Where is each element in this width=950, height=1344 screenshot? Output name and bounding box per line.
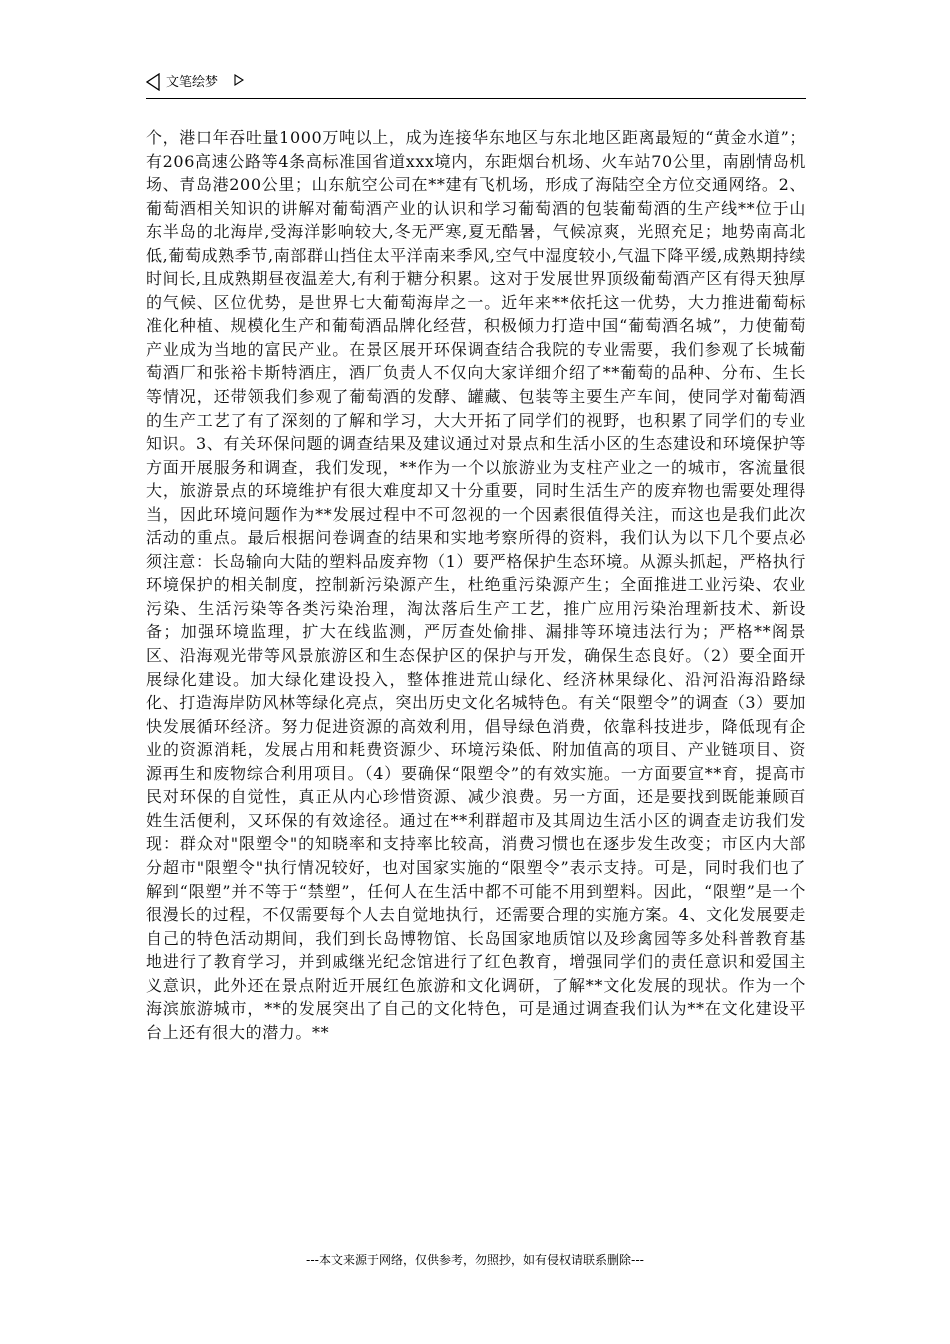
document-body-text: 个，港口年吞吐量1000万吨以上，成为连接华东地区与东北地区距离最短的“黄金水道”；有206高速公路等4条高标准国省道xxx境内，东距烟台机场、火车站70公里，南剧情岛机场、青岛港200公里；山东航空公司在**建有飞机场，形成了海陆空全方位交通网络。2、葡萄酒相关知识的讲解对葡萄酒产业的认识和学习葡萄酒的包装葡萄酒的生产线**位于山东半岛的北海岸,受海洋影响较大,冬无严寒,夏无酷暑，气候凉爽，光照充足；地势南高北低,葡萄成熟季节,南部群山挡住太平洋南来季风,空气中湿度较小,气温下降平缓,成熟期持续时间长,且成熟期昼夜温差大,有利于糖分积累。这对于发展世界顶级葡萄酒产区有得天独厚的气候、区位优势，是世界七大葡萄海岸之一。近年来**依托这一优势，大力推进葡萄标准化种植、规模化生产和葡萄酒品牌化经营，积极倾力打造中国“葡萄酒名城”，力使葡萄产业成为当地的富民产业。在景区展开环保调查结合我院的专业需要，我们参观了长城葡萄酒厂和张裕卡斯特酒庄，酒厂负责人不仅向大家详细介绍了**葡萄的品种、分布、生长等情况，还带领我们参观了葡萄酒的发酵、罐藏、包装等主要生产车间，使同学对葡萄酒的生产工艺了有了深刻的了解和学习，大大开拓了同学们的视野，也积累了同学们的专业知识。3、有关环保问题的调查结果及建议通过对景点和生活小区的生态建设和环境保护等方面开展服务和调查，我们发现，**作为一个以旅游业为支柱产业之一的城市，客流量很大，旅游景点的环境维护有很大难度却又十分重要，同时生活生产的废弃物也需要处理得当，因此环境问题作为**发展过程中不可忽视的一个因素很值得关注，而这也是我们此次活动的重点。最后根据问卷调查的结果和实地考察所得的资料，我们认为以下几个要点必须注意：长岛输向大陆的塑料品废弃物（1）要严格保护生态环境。从源头抓起，严格执行环境保护的相关制度，控制新污染源产生，杜绝重污染源产生；全面推进工业污染、农业污染、生活污染等各类污染治理，淘汰落后生产工艺，推广应用污染治理新技术、新设备；加强环境监理，扩大在线监测，严厉查处偷排、漏排等环境违法行为；严格**阁景区、沿海观光带等风景旅游区和生态保护区的保护与开发，确保生态良好。（2）要全面开展绿化建设。加大绿化建设投入，整体推进荒山绿化、经济林果绿化、沿河沿海沿路绿化、打造海岸防风林等绿化亮点，突出历史文化名城特色。有关“限塑令”的调查（3）要加快发展循环经济。努力促进资源的高效利用，倡导绿色消费，依靠科技进步，降低现有企业的资源消耗，发展占用和耗费资源少、环境污染低、附加值高的项目、产业链项目、资源再生和废物综合利用项目。（4）要确保“限塑令”的有效实施。一方面要宣**育，提高市民对环保的自觉性，真正从内心珍惜资源、减少浪费。另一方面，还是要找到既能兼顾百姓生活便利，又环保的有效途径。通过在**利群超市及其周边生活小区的调查走访我们发现：群众对"限塑令"的知晓率和支持率比较高，消费习惯也在逐步发生改变；市区内大部分超市"限塑令"执行情况较好，也对国家实施的“限塑令”表示支持。可是，同时我们也了解到“限塑”并不等于“禁塑”，任何人在生活中都不可能不用到塑料。因此，“限塑”是一个很漫长的过程，不仅需要每个人去自觉地执行，还需要合理的实施方案。4、文化发展要走自己的特色活动期间，我们到长岛博物馆、长岛国家地质馆以及珍禽园等多处科普教育基地进行了教育学习，并到戚继光纪念馆进行了红色教育，增强同学们的责任意识和爱国主义意识，此外还在景点附近开展红色旅游和文化调研，了解**文化发展的现状。作为一个海滨旅游城市，**的发展突出了自己的文化特色，可是通过调查我们认为**在文化建设平台上还有很大的潜力。** bbox=[146, 128, 806, 1042]
page-footer-disclaimer: ---本文来源于网络，仅供参考，勿照抄，如有侵权请联系删除--- bbox=[306, 1253, 644, 1267]
header-title: 文笔绘梦 bbox=[166, 75, 219, 90]
triangle-left-outline-icon bbox=[146, 73, 160, 91]
triangle-right-outline-icon bbox=[234, 74, 244, 86]
page-header bbox=[146, 70, 806, 99]
